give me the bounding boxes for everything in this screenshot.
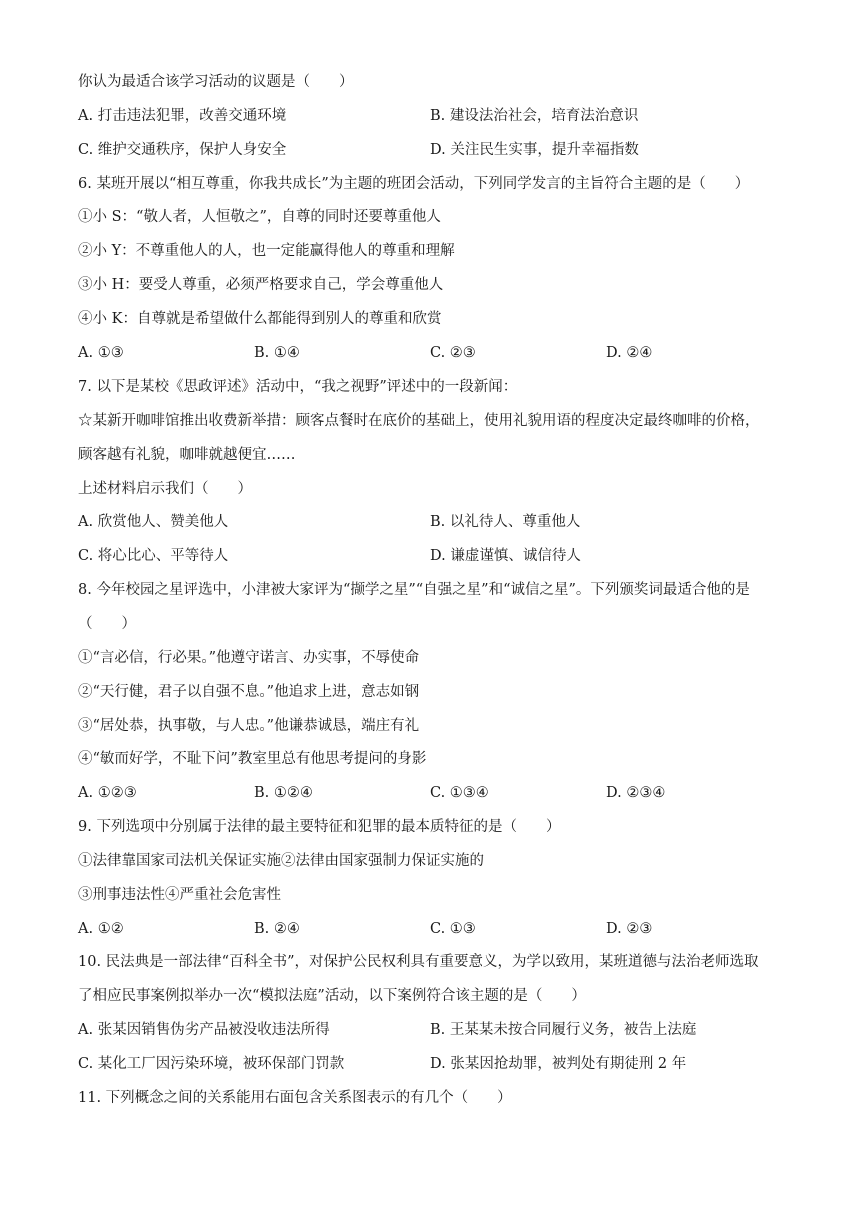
q6-option-c: C. ②③ <box>430 345 476 361</box>
q10-option-b: B. 王某某未按合同履行义务，被告上法庭 <box>430 1022 697 1038</box>
q6-item-1: ①小 S：“敬人者，人恒敬之”，自尊的同时还要尊重他人 <box>78 209 441 225</box>
q6-option-d: D. ②④ <box>606 345 653 361</box>
q6-stem: 6. 某班开展以“相互尊重，你我共成长”为主题的班团会活动，下列同学发言的主旨符合主题的是（ ） <box>78 176 750 192</box>
q9-option-a: A. ①② <box>78 921 124 937</box>
q9-item-2: ③刑事违法性④严重社会危害性 <box>78 887 281 903</box>
q5-option-c: C. 维护交通秩序，保护人身安全 <box>78 142 287 158</box>
q10-stem-line-2: 了相应民事案例拟举办一次“模拟法庭”活动，以下案例符合该主题的是（ ） <box>78 988 586 1004</box>
q7-option-d: D. 谦虚谨慎、诚信待人 <box>430 548 581 564</box>
q8-item-1: ①“言必信，行必果。”他遵守诺言、办实事，不辱使命 <box>78 650 420 666</box>
q9-option-d: D. ②③ <box>606 921 653 937</box>
q10-option-a: A. 张某因销售伪劣产品被没收违法所得 <box>78 1022 330 1038</box>
q8-item-3: ③“居处恭，执事敬，与人忠。”他谦恭诚恳，端庄有礼 <box>78 718 420 734</box>
q8-item-2: ②“天行健，君子以自强不息。”他追求上进，意志如钢 <box>78 684 420 700</box>
q7-option-b: B. 以礼待人、尊重他人 <box>430 514 581 530</box>
q6-item-3: ③小 H：要受人尊重，必须严格要求自己，学会尊重他人 <box>78 277 444 293</box>
q9-option-c: C. ①③ <box>430 921 476 937</box>
q5-option-b: B. 建设法治社会，培育法治意识 <box>430 108 639 124</box>
q10-option-c: C. 某化工厂因污染环境，被环保部门罚款 <box>78 1056 345 1072</box>
q7-option-a: A. 欣赏他人、赞美他人 <box>78 514 229 530</box>
q9-item-1: ①法律靠国家司法机关保证实施②法律由国家强制力保证实施的 <box>78 853 484 869</box>
q7-stem: 7. 以下是某校《思政评述》活动中，“我之视野”评述中的一段新闻： <box>78 379 518 395</box>
q7-question: 上述材料启示我们（ ） <box>78 481 252 497</box>
q8-option-d: D. ②③④ <box>606 785 666 801</box>
q6-item-2: ②小 Y：不尊重他人的人，也一定能赢得他人的尊重和理解 <box>78 243 455 259</box>
q8-option-a: A. ①②③ <box>78 785 137 801</box>
q6-option-a: A. ①③ <box>78 345 124 361</box>
q11-stem: 11. 下列概念之间的关系能用右面包含关系图表示的有几个（ ） <box>78 1090 512 1106</box>
q9-stem: 9. 下列选项中分别属于法律的最主要特征和犯罪的最本质特征的是（ ） <box>78 819 561 835</box>
q7-news-line-2: 顾客越有礼貌，咖啡就越便宜…… <box>78 447 296 463</box>
q10-stem-line-1: 10. 民法典是一部法律“百科全书”，对保护公民权利具有重要意义，为学以致用，某班道德与法治老师选取 <box>78 954 759 970</box>
q10-option-d: D. 张某因抢劫罪，被判处有期徒刑 2 年 <box>430 1056 687 1072</box>
q5-option-d: D. 关注民生实事，提升幸福指数 <box>430 142 639 158</box>
q7-option-c: C. 将心比心、平等待人 <box>78 548 229 564</box>
q8-option-b: B. ①②④ <box>254 785 313 801</box>
q8-stem-line-2: （ ） <box>78 616 136 632</box>
q6-item-4: ④小 K：自尊就是希望做什么都能得到别人的尊重和欣赏 <box>78 311 442 327</box>
q7-news-line-1: ☆某新开咖啡馆推出收费新举措：顾客点餐时在底价的基础上，使用礼貌用语的程度决定最终咖啡的价格， <box>78 413 760 429</box>
q8-item-4: ④“敏而好学，不耻下问”教室里总有他思考提问的身影 <box>78 751 427 767</box>
q8-stem-line-1: 8. 今年校园之星评选中，小津被大家评为“撷学之星”“自强之星”和“诚信之星”。下列颁奖词最适合他的是 <box>78 582 750 598</box>
q5-stem: 你认为最适合该学习活动的议题是（ ） <box>78 74 354 90</box>
q5-option-a: A. 打击违法犯罪，改善交通环境 <box>78 108 287 124</box>
q6-option-b: B. ①④ <box>254 345 300 361</box>
q8-option-c: C. ①③④ <box>430 785 489 801</box>
q9-option-b: B. ②④ <box>254 921 300 937</box>
